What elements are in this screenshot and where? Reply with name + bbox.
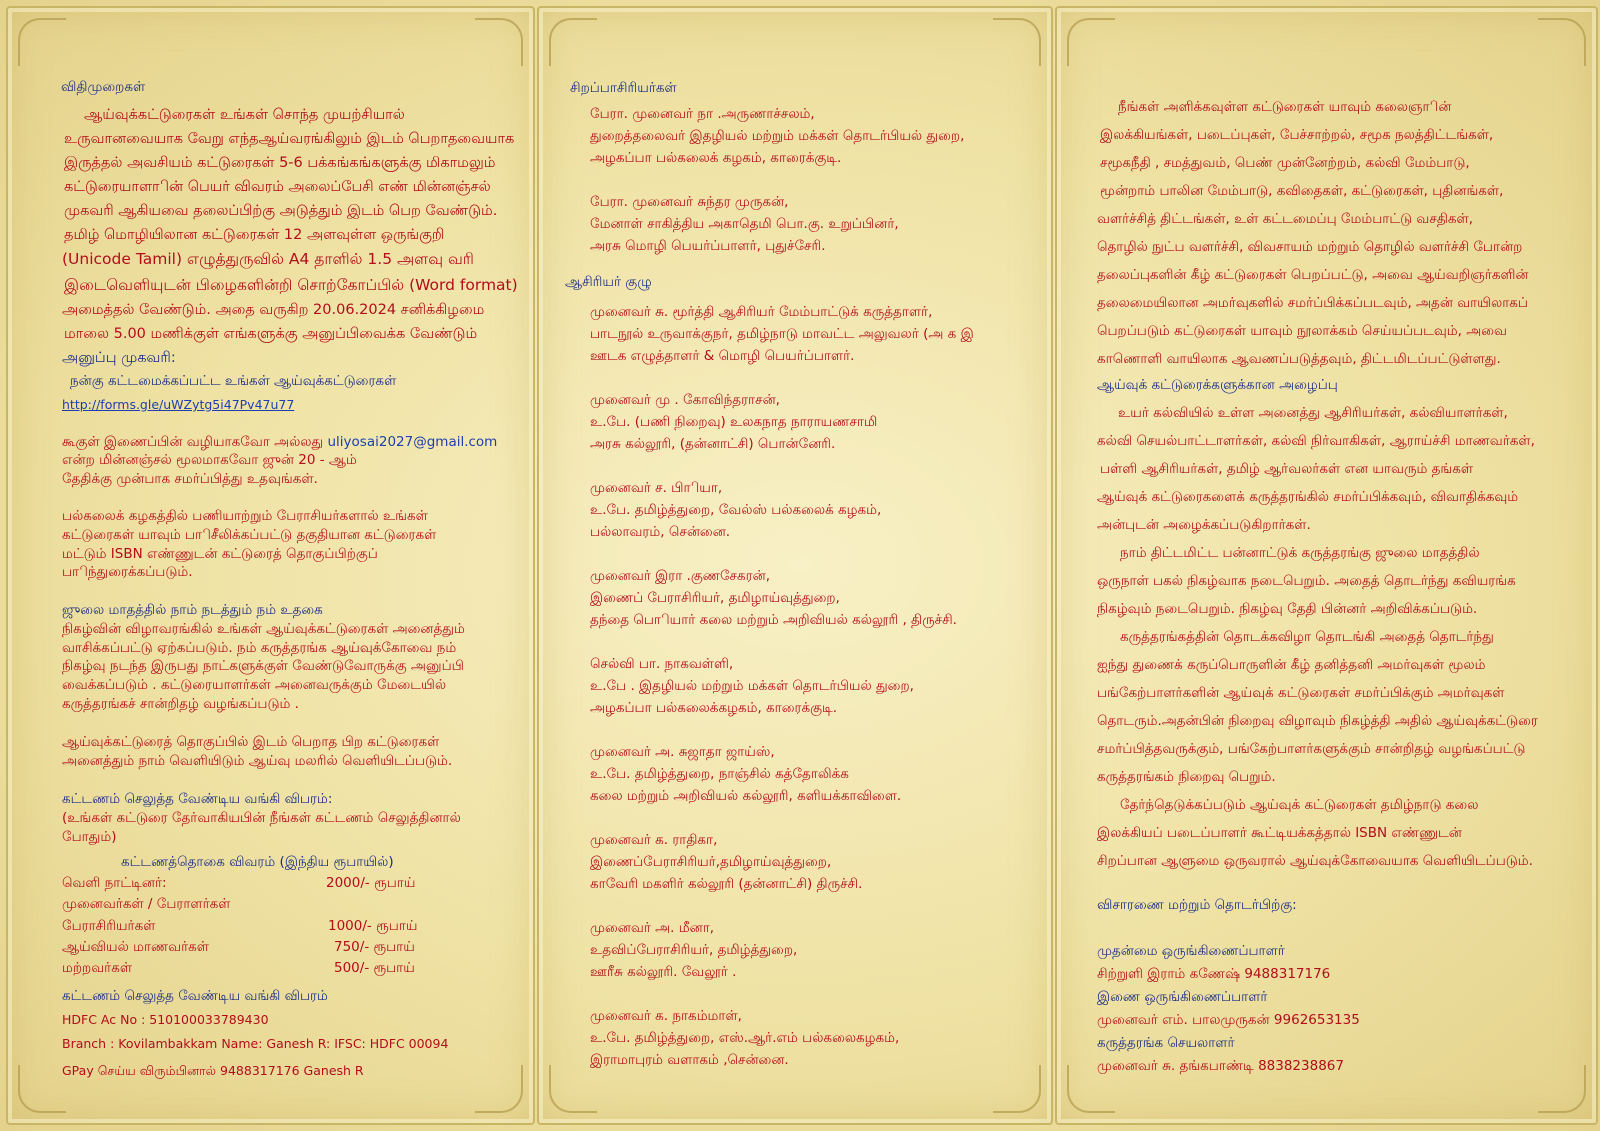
contact-person: முனைவர் சு. தங்கபாண்டி 8838238867 xyxy=(1097,1058,1344,1074)
committee-line: உதவிப்பேராசிரியர், தமிழ்த்துறை, xyxy=(590,942,798,958)
committee-line: ஊரீசு கல்லூரி. வேலூர் . xyxy=(590,964,737,980)
email-line: என்ற மின்னஞ்சல் மூலமாகவோ ஜுன் 20 - ஆம் xyxy=(62,452,357,468)
other-line: ஆய்வுக்கட்டுரைத் தொகுப்பில் இடம் பெறாத பிற கட்டுரைகள் xyxy=(62,734,440,750)
committee-line: முனைவர் அ. மீனா, xyxy=(590,920,715,936)
intro-line: நீங்கள் அளிக்கவுள்ள கட்டுரைகள் யாவும் கலைஞாின் xyxy=(1118,99,1452,115)
bank-heading: கட்டணம் செலுத்த வேண்டிய வங்கி விபரம் xyxy=(62,988,328,1004)
contact-heading: விசாரணை மற்றும் தொடர்பிற்கு: xyxy=(1097,897,1297,913)
gpay-prefix: GPay செய்ய விரும்பினால் 9488317176 xyxy=(62,1063,300,1078)
special-editors-heading: சிறப்பாசிரியர்கள் xyxy=(570,80,677,96)
selected-line: இலக்கியப் படைப்பாளர் கூட்டியக்கத்தால் ISBN எண்ணுடன் xyxy=(1097,825,1462,841)
ornament-corner xyxy=(549,1065,597,1113)
ornament-corner xyxy=(1067,18,1115,66)
july-line: கருத்தரங்கச் சான்றிதழ் வழங்கப்படும் . xyxy=(62,696,299,712)
editor-line: மேனாள் சாகித்திய அகாதெமி பொ.கு. உறுப்பினர், xyxy=(590,216,899,232)
committee-line: உ.பே. தமிழ்த்துறை, நாஞ்சில் கத்தோலிக்க xyxy=(590,766,849,782)
committee-line: அழகப்பா பல்கலைக்கழகம், காரைக்குடி. xyxy=(590,700,838,716)
committee-line: இணைப் பேராசிரியர், தமிழாய்வுத்துறை, xyxy=(590,590,840,606)
fee-label: முனைவர்கள் / பேராளர்கள் xyxy=(62,896,231,912)
july-line: வாசிக்கப்பட்டு ஏற்கப்படும். நம் கருத்தரங்க ஆய்வுக்கோவை நம் xyxy=(62,640,457,656)
ornament-corner xyxy=(549,18,597,66)
july-line-text: ஜுலை மாதத்தில் நாம் நடத்தும் நம் உதகை xyxy=(62,602,323,618)
committee-line: அரசு கல்லூரி, (தன்னாட்சி) பொன்னேரி. xyxy=(590,436,836,452)
july-line xyxy=(62,601,323,619)
rules-line: (Unicode Tamil) எழுத்துருவில் A4 தாளில் 1.5 அளவு வரி xyxy=(62,250,474,268)
invite-line: அன்புடன் அழைக்கப்படுகிறார்கள். xyxy=(1097,517,1311,533)
opening-line: கருத்தரங்கம் நிறைவு பெறும். xyxy=(1097,769,1276,785)
rules-line: மாலை 5.00 மணிக்குள் எங்களுக்கு அனுப்பிவைக்க வேண்டும் xyxy=(64,326,478,342)
committee-line: முனைவர் ச. பிாியா, xyxy=(590,480,723,496)
fee-label: ஆய்வியல் மாணவர்கள் xyxy=(62,939,209,955)
bank-account: HDFC Ac No : 510100033789430 xyxy=(62,1012,269,1027)
committee-line: காவேரி மகளிர் கல்லூரி (தன்னாட்சி) திருச்சி. xyxy=(590,876,863,892)
fee-amount: 500/- ரூபாய் xyxy=(334,960,415,976)
google-line xyxy=(62,433,497,451)
rules-line: ஆய்வுக்கட்டுரைகள் உங்கள் சொந்த முயற்சியால் xyxy=(84,107,405,123)
contact-role: இணை ஒருங்கிணைப்பாளர் xyxy=(1097,989,1268,1005)
isbn-line: பல்கலைக் கழகத்தில் பணியாற்றும் பேராசியர்களால் உங்கள் xyxy=(62,508,428,524)
send-address-label: அனுப்பு முகவரி: xyxy=(62,350,176,366)
intro-line: வளர்ச்சித் திட்டங்கள், உள் கட்டமைப்பு மேம்பாட்டு வசதிகள், xyxy=(1097,211,1473,227)
fee-heading: கட்டணம் செலுத்த வேண்டிய வங்கி விபரம்: xyxy=(62,791,333,807)
opening-line: சமர்ப்பித்தவருக்கும், பங்கேற்பாளர்களுக்கும் சான்றிதழ் வழங்கப்பட்டு xyxy=(1097,741,1526,757)
opening-line: கருத்தரங்கத்தின் தொடக்கவிழா தொடங்கி அதைத் தொடர்ந்து xyxy=(1120,629,1494,645)
opening-line: பங்கேற்பாளர்களின் ஆய்வுக் கட்டுரைகள் சமர்ப்பிக்கும் அமர்வுகள் xyxy=(1097,685,1505,701)
committee-line: பாடநூல் உருவாக்குநர், தமிழ்நாடு மாவட்ட அலுவலர் (அ க இ xyxy=(590,326,974,342)
isbn-line: மட்டும் ISBN எண்ணுடன் கட்டுரைத் தொகுப்பிற்குப் xyxy=(62,546,378,562)
committee-line: செல்வி பா. நாகவள்ளி, xyxy=(590,656,734,672)
ornament-corner xyxy=(993,1065,1041,1113)
committee-line: உ.பே. தமிழ்த்துறை, எஸ்.ஆர்.எம் பல்கலைகழகம், xyxy=(590,1030,900,1046)
committee-line: இணைப்பேராசிரியர்,தமிழாய்வுத்துறை, xyxy=(590,854,832,870)
fee-amount: 2000/- ரூபாய் xyxy=(326,875,416,891)
ornament-corner xyxy=(475,1065,523,1113)
send-line: நன்கு கட்டமைக்கப்பட்ட உங்கள் ஆய்வுக்கட்டுரைகள் xyxy=(70,373,397,389)
ornament-corner xyxy=(475,18,523,66)
intro-line: தலைமையிலான அமர்வுகளில் சமர்ப்பிக்கப்படவும், அதன் வாயிலாகப் xyxy=(1097,295,1528,311)
rules-line: கட்டுரையாளாின் பெயர் விவரம் அலைப்பேசி எண் மின்னஞ்சல் xyxy=(64,179,491,195)
fee-amount: 1000/- ரூபாய் xyxy=(328,918,418,934)
invite-line: உயர் கல்வியில் உள்ள அனைத்து ஆசிரியர்கள், கல்வியாளர்கள், xyxy=(1118,405,1508,421)
seminar-line: நிகழ்வும் நடைபெறும். நிகழ்வு தேதி பின்னர் அறிவிக்கப்படும். xyxy=(1097,601,1478,617)
intro-line: சமூகநீதி , சமத்துவம், பெண் முன்னேற்றம், கல்வி மேம்பாடு, xyxy=(1100,155,1470,171)
committee-heading: ஆசிரியர் குழு xyxy=(565,274,652,290)
fee-amount: 750/- ரூபாய் xyxy=(334,939,415,955)
rules-line: அமைத்தல் வேண்டும். அதை வருகிற 20.06.2024 சனிக்கிழமை xyxy=(62,302,485,318)
fee-label: மற்றவர்கள் xyxy=(62,960,133,976)
committee-line: பல்லாவரம், சென்னை. xyxy=(590,524,731,540)
july-line: நிகழ்வின் விழாவரங்கில் உங்கள் ஆய்வுக்கட்டுரைகள் அனைத்தும் xyxy=(62,621,465,637)
google-prefix: கூகுள் இணைப்பின் வழியாகவோ அல்லது xyxy=(62,434,324,450)
committee-line: ஊடக எழுத்தாளர் & மொழி பெயர்ப்பாளர். xyxy=(590,348,855,364)
intro-line: தொழில் நுட்ப வளர்ச்சி, விவசாயம் மற்றும் தொழில் வளர்ச்சி போன்ற xyxy=(1097,239,1523,255)
july-line: வைக்கப்படும் . கட்டுரையாளர்கள் அனைவருக்கும் மேடையில் xyxy=(62,677,447,693)
committee-line: முனைவர் க. நாகம்மாள், xyxy=(590,1008,742,1024)
contact-person: முனைவர் எம். பாலமுருகன் 9962653135 xyxy=(1097,1012,1360,1028)
fee-table-title: கட்டணத்தொகை விவரம் (இந்திய ரூபாயில்) xyxy=(121,854,394,870)
rules-line: இடைவெளியுடன் பிழைகளின்றி சொற்கோப்பில் (Word format) xyxy=(64,276,518,294)
contact-role: முதன்மை ஒருங்கிணைப்பாளர் xyxy=(1097,943,1285,959)
seminar-line: ஒருநாள் பகல் நிகழ்வாக நடைபெறும். அதைத் தொடர்ந்து கவியரங்க xyxy=(1097,573,1516,589)
rules-line: தமிழ் மொழியிலான கட்டுரைகள் 12 அளவுள்ள ஒருங்குறி xyxy=(64,227,445,243)
intro-line: தலைப்புகளின் கீழ் கட்டுரைகள் பெறப்பட்டு, அவை ஆய்வறிஞர்களின் xyxy=(1097,267,1529,283)
seminar-line: நாம் திட்டமிட்ட பன்னாட்டுக் கருத்தரங்கு ஜுலை மாதத்தில் xyxy=(1120,545,1480,561)
committee-line: முனைவர் இரா .குணசேகரன், xyxy=(590,568,771,584)
email-link[interactable]: uliyosai2027@gmail.com xyxy=(327,434,498,450)
invite-line: பள்ளி ஆசிரியர்கள், தமிழ் ஆர்வலர்கள் என யாவரும் தங்கள் xyxy=(1100,461,1474,477)
other-line: அனைத்தும் நாம் வெளியிடும் ஆய்வு மலரில் வெளியிடப்படும். xyxy=(62,753,453,769)
rules-heading: விதிமுறைகள் xyxy=(61,79,146,95)
rules-line: இருத்தல் அவசியம் கட்டுரைகள் 5-6 பக்கங்கங்களுக்கு மிகாமலும் xyxy=(64,155,496,171)
ornament-corner xyxy=(18,1065,66,1113)
july-line: நிகழ்வு நடந்த இருபது நாட்களுக்குள் வேண்டுவோருக்கு அனுப்பி xyxy=(62,658,464,674)
ornament-corner xyxy=(993,18,1041,66)
email-line: தேதிக்கு முன்பாக சமர்ப்பித்து உதவுங்கள். xyxy=(62,471,318,487)
contact-person: சிற்றுளி இராம் கணேஷ் 9488317176 xyxy=(1097,966,1331,982)
intro-line: இலக்கியங்கள், படைப்புகள், பேச்சாற்றல், சமூக நலத்திட்டங்கள், xyxy=(1100,127,1494,143)
committee-line: இராமாபுரம் வளாகம் ,சென்னை. xyxy=(590,1052,789,1068)
intro-line: காணொளி வாயிலாக ஆவணப்படுத்தவும், திட்டமிடப்பட்டுள்ளது. xyxy=(1097,351,1501,367)
invite-line: ஆய்வுக் கட்டுரைகளைக் கருத்தரங்கில் சமர்ப்பிக்கவும், விவாதிக்கவும் xyxy=(1097,489,1519,505)
form-link[interactable]: http://forms.gle/uWZytg5i47Pv47u77 xyxy=(62,397,295,412)
invite-line: கல்வி செயல்பாட்டாளர்கள், கல்வி நிர்வாகிகள், ஆராய்ச்சி மாணவர்கள், xyxy=(1097,433,1535,449)
editor-line: பேரா. முனைவர் சுந்தர முருகன், xyxy=(590,194,789,210)
committee-line: முனைவர் மு . கோவிந்தராசன், xyxy=(590,392,780,408)
gpay-name: Ganesh R xyxy=(303,1063,364,1078)
committee-line: முனைவர் அ. சுஜாதா ஜாய்ஸ், xyxy=(590,744,775,760)
editor-line: துறைத்தலைவர் இதழியல் மற்றும் மக்கள் தொடர்பியல் துறை, xyxy=(590,128,965,144)
opening-line: ஐந்து துணைக் கருப்பொருளின் கீழ் தனித்தனி அமர்வுகள் மூலம் xyxy=(1097,657,1486,673)
committee-line: முனைவர் க. ராதிகா, xyxy=(590,832,718,848)
invite-heading: ஆய்வுக் கட்டுரைக்களுக்கான அழைப்பு xyxy=(1097,377,1338,393)
fee-label: வெளி நாட்டினர்: xyxy=(62,875,167,891)
committee-line: தந்தை பொியார் கலை மற்றும் அறிவியல் கல்லூரி , திருச்சி. xyxy=(590,612,957,628)
rules-line: முகவரி ஆகியவை தலைப்பிற்கு அடுத்தும் இடம் பெற வேண்டும். xyxy=(64,203,498,219)
committee-line: முனைவர் சு. மூர்த்தி ஆசிரியர் மேம்பாட்டுக் கருத்தாளர், xyxy=(590,304,933,320)
editor-line: பேரா. முனைவர் நா .அருணாச்சலம், xyxy=(590,106,815,122)
intro-line: பெறப்படும் கட்டுரைகள் யாவும் நூலாக்கம் செய்யப்படவும், அவை xyxy=(1097,323,1507,339)
selected-line: தேர்ந்தெடுக்கப்படும் ஆய்வுக் கட்டுரைகள் தமிழ்நாடு கலை xyxy=(1120,797,1479,813)
ornament-corner xyxy=(1538,18,1586,66)
fee-label: பேராசிரியர்கள் xyxy=(62,918,156,934)
committee-line: உ.பே. (பணி நிறைவு) உலகநாத நாராயணசாமி xyxy=(590,414,878,430)
editor-line: அரசு மொழி பெயர்ப்பாளர், புதுச்சேரி. xyxy=(590,238,826,254)
fee-note: (உங்கள் கட்டுரை தேர்வாகியபின் நீங்கள் கட்டணம் செலுத்தினால் xyxy=(62,810,461,826)
editor-line: அழகப்பா பல்கலைக் கழகம், காரைக்குடி. xyxy=(590,150,842,166)
ornament-corner xyxy=(18,18,66,66)
fee-note: போதும்) xyxy=(62,829,117,845)
committee-line: கலை மற்றும் அறிவியல் கல்லூரி, களியக்காவிளை. xyxy=(590,788,902,804)
contact-role: கருத்தரங்க செயலாளர் xyxy=(1097,1035,1235,1051)
isbn-line: பாிந்துரைக்கப்படும். xyxy=(62,564,193,580)
isbn-line: கட்டுரைகள் யாவும் பாிசீலிக்கப்பட்டு தகுதியான கட்டுரைகள் xyxy=(62,527,437,543)
committee-line: உ.பே. தமிழ்த்துறை, வேல்ஸ் பல்கலைக் கழகம், xyxy=(590,502,882,518)
intro-line: மூன்றாம் பாலின மேம்பாடு, கவிதைகள், கட்டுரைகள், புதினங்கள், xyxy=(1100,183,1504,199)
rules-line: உருவானவையாக வேறு எந்தஆய்வரங்கிலும் இடம் பெறாதவையாக xyxy=(64,131,515,147)
gpay-line xyxy=(62,1062,364,1080)
bank-branch: Branch : Kovilambakkam Name: Ganesh R: IFSC: HDFC 00094 xyxy=(62,1036,449,1051)
opening-line: தொடரும்.அதன்பின் நிறைவு விழாவும் நிகழ்த்தி அதில் ஆய்வுக்கட்டுரை xyxy=(1097,713,1538,729)
selected-line: சிறப்பான ஆளுமை ஒருவரால் ஆய்வுக்கோவையாக வெளியிடப்படும். xyxy=(1097,853,1533,869)
committee-line: உ.பே . இதழியல் மற்றும் மக்கள் தொடர்பியல் துறை, xyxy=(590,678,914,694)
ornament-corner xyxy=(1538,1065,1586,1113)
